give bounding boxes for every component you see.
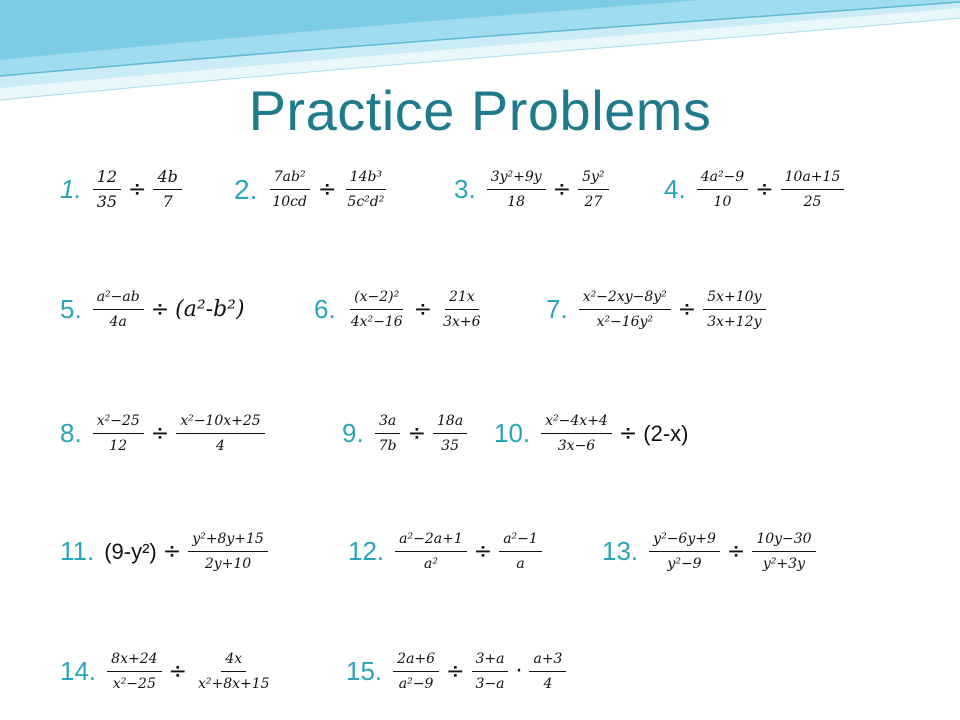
problem-number: 3.	[454, 174, 476, 204]
problem-7	[546, 288, 769, 331]
numerator: x²−4x+4	[541, 412, 612, 434]
fraction-b	[194, 650, 274, 693]
numerator: x²−10x+25	[176, 412, 265, 434]
problem-12	[348, 530, 545, 573]
denominator: a²	[423, 556, 438, 572]
problem-6	[314, 288, 488, 331]
denominator: 4	[543, 676, 553, 692]
division-operator: ÷	[552, 177, 572, 202]
denominator: 5c²d²	[347, 194, 385, 210]
numerator: 3a	[375, 412, 400, 434]
division-operator: ÷	[168, 659, 187, 684]
denominator: 3x+6	[443, 314, 481, 330]
division-operator: ÷	[317, 177, 337, 202]
numerator: a²−1	[499, 530, 542, 552]
denominator: 12	[109, 438, 128, 454]
numerator: x²−2xy−8y²	[579, 288, 671, 310]
problem-9	[342, 412, 470, 455]
problem-number: 15.	[346, 656, 383, 686]
fraction-a	[375, 412, 401, 455]
numerator: 10a+15	[781, 168, 845, 190]
numerator: 10y−30	[752, 530, 815, 552]
division-operator: ÷	[446, 659, 465, 684]
fraction-c	[529, 650, 566, 693]
numerator: 4b	[153, 168, 181, 190]
numerator: 8x+24	[107, 650, 161, 672]
numerator: y²+8y+15	[188, 530, 268, 552]
problem-number: 13.	[602, 536, 639, 566]
division-operator: ÷	[128, 177, 147, 202]
numerator: a+3	[529, 650, 566, 672]
division-operator: ÷	[407, 421, 426, 446]
numerator: 3+a	[472, 650, 509, 672]
numerator: 4a²−9	[697, 168, 749, 190]
division-operator: ÷	[726, 539, 746, 564]
numerator: 18a	[433, 412, 467, 434]
problem-10	[494, 412, 691, 455]
denominator: 27	[584, 194, 603, 210]
fraction-b	[472, 650, 509, 693]
numerator: 4x	[221, 650, 246, 672]
fraction-b	[499, 530, 542, 573]
problem-number: 4.	[664, 174, 686, 204]
numerator: 7ab²	[270, 168, 310, 190]
numerator: y²−6y+9	[649, 530, 720, 552]
denominator: 3x+12y	[707, 314, 762, 330]
multiplication-operator: ·	[515, 659, 523, 684]
problem-number: 7.	[546, 294, 568, 324]
problem-number: 5.	[60, 294, 82, 324]
fraction-a	[393, 650, 439, 693]
denominator: 3−a	[475, 676, 505, 692]
problem-number: 11.	[60, 536, 95, 566]
numerator: x²−25	[93, 412, 144, 434]
division-operator: ÷	[150, 421, 170, 446]
numerator: 14b³	[346, 168, 386, 190]
fraction-a	[268, 168, 311, 211]
denominator: 4a	[109, 314, 127, 330]
problem-number: 9.	[342, 418, 364, 448]
fraction-b	[781, 168, 845, 211]
denominator: y²+3y	[762, 556, 805, 572]
denominator: 3x−6	[557, 438, 596, 454]
denominator: x²−25	[112, 676, 156, 692]
expression: (9-y²)	[104, 538, 157, 564]
fraction-b	[752, 530, 815, 573]
fraction-a	[487, 168, 546, 211]
fraction-a	[347, 288, 407, 331]
problem-number: 12.	[348, 536, 385, 566]
problem-number: 8.	[60, 418, 82, 448]
fraction-b	[176, 412, 265, 455]
denominator: 7b	[378, 438, 397, 454]
division-operator: ÷	[150, 297, 170, 322]
division-operator: ÷	[755, 177, 774, 202]
problem-number: 1.	[60, 174, 82, 204]
problem-1	[60, 168, 185, 211]
division-operator: ÷	[618, 421, 638, 446]
problem-2	[234, 168, 391, 211]
denominator: 18	[507, 194, 526, 210]
denominator: y²−9	[667, 556, 702, 572]
problem-13	[602, 530, 819, 573]
fraction-a	[93, 168, 121, 211]
numerator: a²−ab	[93, 288, 144, 310]
fraction-b	[153, 168, 181, 211]
problem-number: 14.	[60, 656, 97, 686]
denominator: 25	[803, 194, 822, 210]
fraction-a	[395, 530, 467, 573]
fraction-a	[93, 412, 144, 455]
problem-15	[346, 650, 569, 693]
fraction-a	[649, 530, 720, 573]
fraction-b	[343, 168, 388, 211]
division-operator: ÷	[162, 539, 182, 564]
problem-4	[664, 168, 847, 211]
denominator: 35	[441, 438, 459, 454]
problem-8	[60, 412, 268, 455]
numerator: 12	[93, 168, 121, 190]
denominator: 4x²−16	[350, 314, 403, 330]
numerator: 3y²+9y	[487, 168, 546, 190]
fraction-b	[439, 288, 484, 331]
fraction-b	[703, 288, 765, 331]
division-operator: ÷	[473, 539, 493, 564]
fraction-a	[107, 650, 161, 693]
fraction-b	[578, 168, 608, 211]
denominator: 2y+10	[204, 556, 252, 572]
numerator: 5x+10y	[703, 288, 765, 310]
fraction-a	[541, 412, 612, 455]
numerator: 21x	[445, 288, 479, 310]
numerator: (x−2)²	[350, 288, 403, 310]
denominator: 7	[162, 192, 173, 211]
denominator: x²−16y²	[596, 314, 654, 330]
problem-3	[454, 168, 612, 211]
denominator: 4	[215, 438, 225, 454]
problem-number: 2.	[234, 173, 258, 205]
fraction-b	[188, 530, 268, 573]
denominator: 10	[713, 194, 732, 210]
fraction-b	[433, 412, 467, 455]
expression: (a²-b²)	[175, 297, 245, 322]
division-operator: ÷	[677, 297, 697, 322]
fraction-a	[93, 288, 144, 331]
numerator: 2a+6	[393, 650, 439, 672]
fraction-a	[579, 288, 671, 331]
fraction-a	[697, 168, 749, 211]
problem-11	[60, 530, 271, 573]
denominator: x²+8x+15	[197, 676, 270, 692]
division-operator: ÷	[413, 297, 433, 322]
page-title: Practice Problems	[248, 79, 712, 142]
problem-14	[60, 650, 277, 693]
problem-number: 10.	[494, 418, 531, 448]
numerator: 5y²	[578, 168, 608, 190]
denominator: 10cd	[272, 194, 307, 210]
denominator: a	[516, 556, 525, 572]
problem-number: 6.	[314, 294, 336, 324]
denominator: 35	[96, 192, 118, 211]
problem-5	[60, 288, 247, 331]
denominator: a²−9	[398, 676, 434, 692]
numerator: a²−2a+1	[395, 530, 467, 552]
expression: (2-x)	[643, 420, 689, 446]
